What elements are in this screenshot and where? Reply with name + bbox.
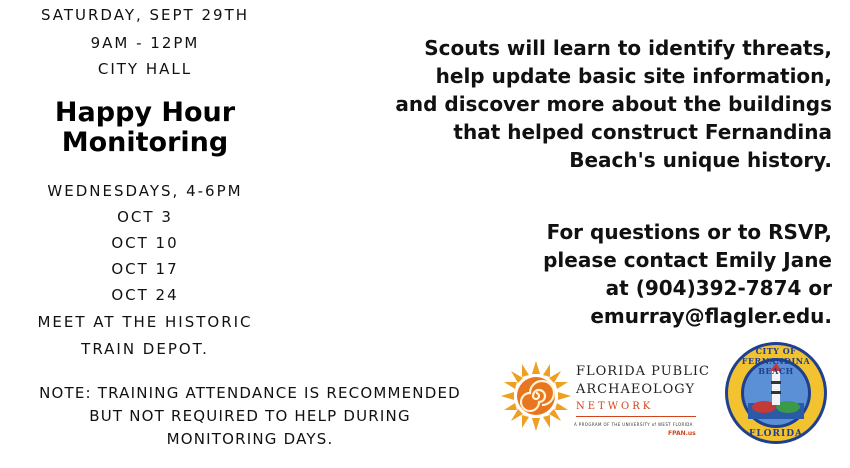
training-time: 9AM - 12PM xyxy=(90,34,200,52)
contact-email[interactable]: emurray@flagler.edu. xyxy=(590,304,832,328)
contact-line: at (904)392-7874 or xyxy=(605,276,832,300)
description-line: that helped construct Fernandina xyxy=(453,120,832,144)
description-line: Scouts will learn to identify threats, xyxy=(424,36,832,60)
note-line: MONITORING DAYS. xyxy=(166,430,334,448)
note-line: NOTE: TRAINING ATTENDANCE IS RECOMMENDED xyxy=(39,384,461,402)
meet-location-line1: MEET AT THE HISTORIC xyxy=(37,313,253,331)
fpan-divider xyxy=(576,416,696,417)
monitoring-title-line2: Monitoring xyxy=(61,127,229,158)
contact-block xyxy=(332,218,832,330)
description-line: and discover more about the buildings xyxy=(395,92,832,116)
fpan-tagline: A PROGRAM OF THE UNIVERSITY of WEST FLORIDA xyxy=(574,422,693,427)
monitoring-date-2: OCT 10 xyxy=(111,234,179,252)
monitoring-title-line1: Happy Hour xyxy=(54,97,236,128)
note-line: BUT NOT REQUIRED TO HELP DURING xyxy=(89,407,411,425)
training-date: SATURDAY, SEPT 29TH xyxy=(40,6,250,24)
fpan-line2: ARCHAEOLOGY xyxy=(576,382,696,397)
fpan-logo xyxy=(500,356,710,446)
description-line: Beach's unique history. xyxy=(569,148,832,172)
monitoring-date-1: OCT 3 xyxy=(117,208,173,226)
training-place: CITY HALL xyxy=(97,60,193,78)
monitoring-schedule: WEDNESDAYS, 4-6PM xyxy=(47,182,243,200)
monitoring-date-3: OCT 17 xyxy=(111,260,179,278)
description-block xyxy=(332,34,832,174)
meet-location-line2: TRAIN DEPOT. xyxy=(81,340,209,358)
fpan-line3: NETWORK xyxy=(576,401,654,412)
fpan-line1: FLORIDA PUBLIC xyxy=(576,364,710,379)
fpan-badge: FPAN.us xyxy=(668,430,696,437)
city-seal xyxy=(724,341,828,445)
contact-line: please contact Emily Jane xyxy=(543,248,832,272)
monitoring-date-4: OCT 24 xyxy=(111,286,179,304)
monitoring-title xyxy=(0,98,290,158)
seal-top-text: CITY OF FERNANDINA BEACH xyxy=(741,346,811,376)
contact-line: For questions or to RSVP, xyxy=(546,220,832,244)
description-line: help update basic site information, xyxy=(435,64,832,88)
seal-bottom-text: FLORIDA xyxy=(748,429,804,439)
note-block xyxy=(4,382,496,451)
sun-spiral-icon xyxy=(500,360,572,432)
